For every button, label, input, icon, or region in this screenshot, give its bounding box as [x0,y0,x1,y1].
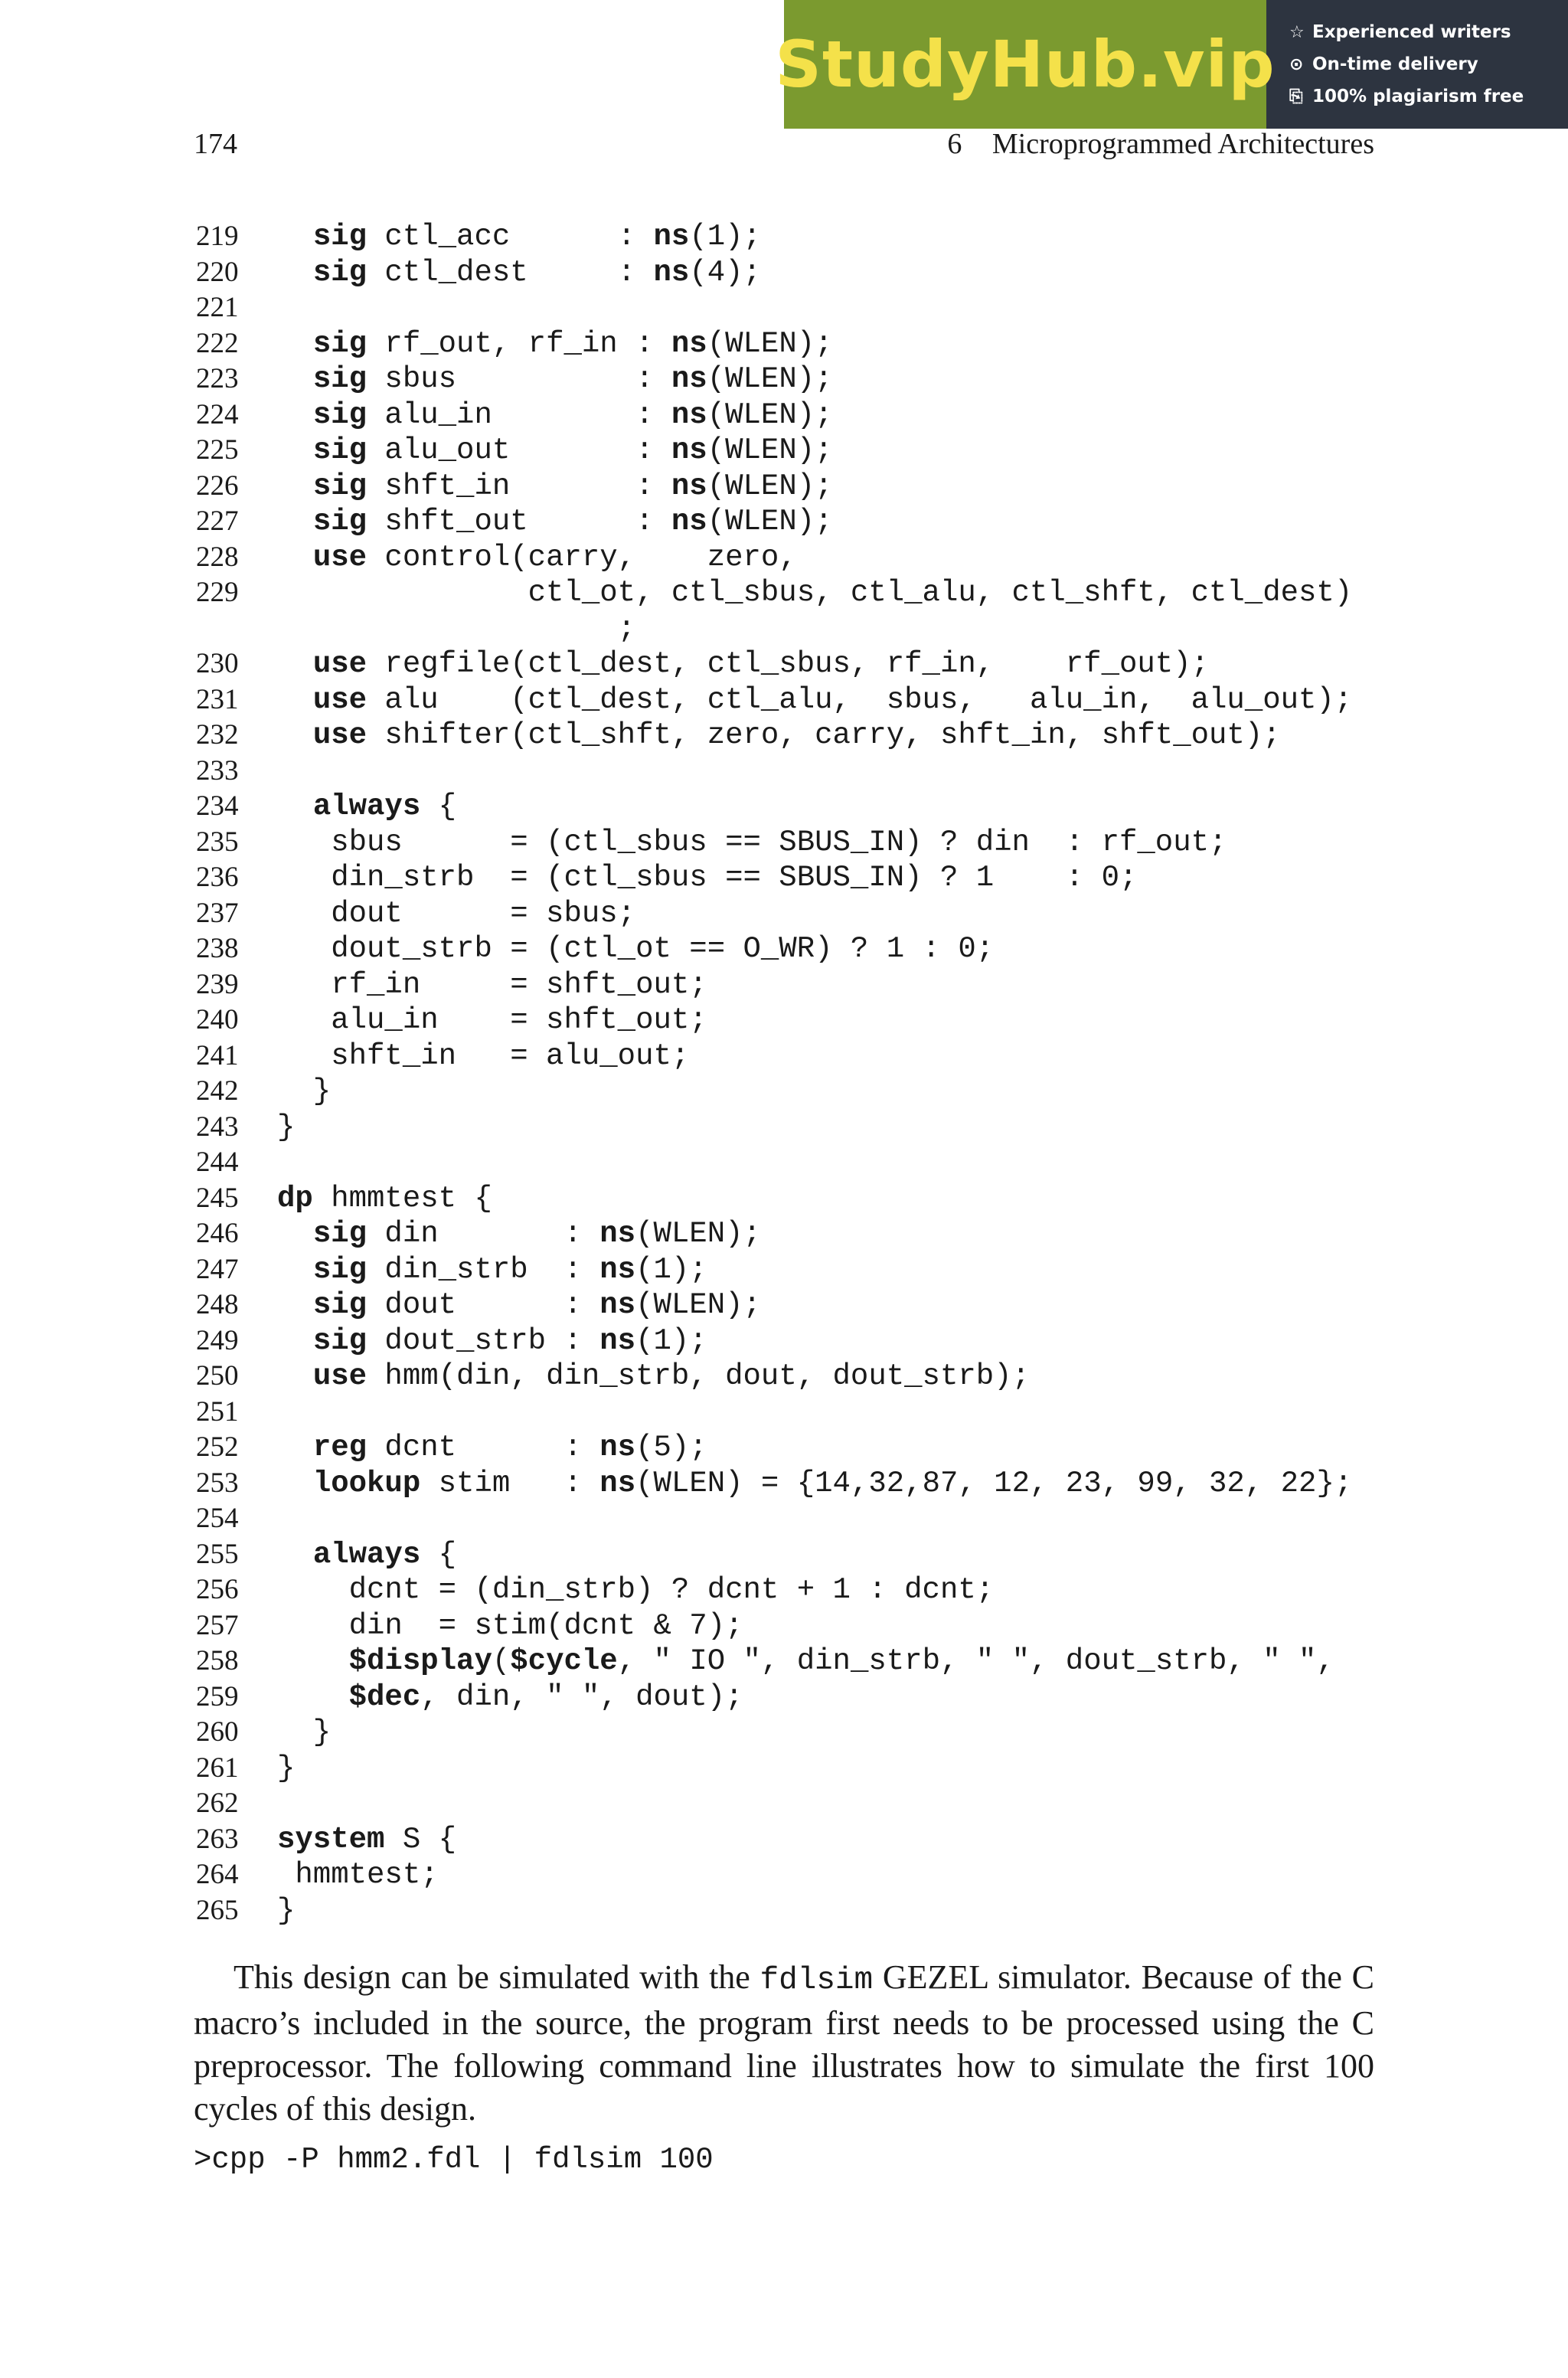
line-number: 248 [196,1289,239,1320]
code-text: sig dout : ns(WLEN); [312,1288,761,1322]
line-number: 232 [196,719,239,751]
code-text: alu_in = shft_out; [277,1003,707,1037]
code-line [0,1857,1568,1893]
code-line [0,540,1568,576]
line-number: 239 [196,968,239,1000]
code-line [0,825,1568,861]
code-text: hmmtest; [277,1858,439,1892]
code-line [0,1466,1568,1502]
code-text: sig ctl_acc : ns(1); [312,220,761,254]
code-text: use hmm(din, din_strb, dout, dout_strb); [312,1359,1030,1393]
code-line [0,575,1568,611]
code-text: sbus = (ctl_sbus == SBUS_IN) ? din : rf_out; [277,825,1227,859]
code-text: din = stim(dcnt & 7); [277,1608,743,1643]
code-line [0,1680,1568,1716]
code-text: system S { [277,1822,457,1856]
page-number: 174 [194,128,237,160]
code-text: sig din_strb : ns(1); [312,1252,707,1287]
code-line [0,1216,1568,1252]
line-number: 223 [196,363,239,394]
code-text: sig rf_out, rf_in : ns(WLEN); [312,326,833,361]
code-line [0,1430,1568,1466]
line-number: 236 [196,862,239,893]
line-number: 222 [196,327,239,359]
code-text: rf_in = shft_out; [277,967,707,1002]
code-text: always { [312,1537,457,1572]
code-line [0,219,1568,255]
line-number: 265 [196,1894,239,1926]
code-text: use regfile(ctl_dest, ctl_sbus, rf_in, rf_out); [312,647,1210,681]
code-text: lookup stim : ns(WLEN) = {14,32,87, 12, 23, 99, 32, 22}; [312,1466,1353,1500]
line-number: 264 [196,1859,239,1890]
code-text: use shifter(ctl_shft, zero, carry, shft_in, shft_out); [312,718,1281,752]
code-text: $dec, din, " ", dout); [348,1680,743,1714]
code-line [0,504,1568,540]
line-number: 251 [196,1395,239,1428]
code-text: reg dcnt : ns(5); [312,1431,707,1464]
line-number: 235 [196,826,239,858]
logo-text: StudyHub.vip [775,27,1276,102]
code-line [0,326,1568,362]
code-text: dp hmmtest { [277,1181,492,1215]
line-number: 231 [196,683,239,715]
line-number: 241 [196,1039,239,1071]
code-line [0,1395,1568,1431]
line-number: 250 [196,1360,239,1392]
code-text: dout_strb = (ctl_ot == O_WR) ? 1 : 0; [277,932,995,966]
code-text: ctl_ot, ctl_sbus, ctl_alu, ctl_shft, ctl_dest) [277,576,1353,610]
code-line [0,1501,1568,1537]
line-number: 260 [196,1716,239,1748]
code-line [0,896,1568,932]
code-text: } [277,1893,296,1928]
line-number: 257 [196,1609,239,1641]
line-number: 258 [196,1645,239,1676]
code-line [0,789,1568,825]
line-number: 256 [196,1574,239,1605]
line-number: 230 [196,648,239,679]
line-number: 225 [196,434,239,466]
line-number: 254 [196,1503,239,1534]
code-text: sig shft_in : ns(WLEN); [312,469,833,503]
code-line [0,611,1568,647]
code-text: sig din : ns(WLEN); [312,1217,761,1251]
line-number: 219 [196,221,239,252]
line-number: 227 [196,505,239,537]
running-header [947,127,1374,161]
line-number: 240 [196,1004,239,1035]
code-text: dcnt = (din_strb) ? dcnt + 1 : dcnt; [277,1573,995,1607]
command-line: >cpp -P hmm2.fdl | fdlsim 100 [194,2143,714,2177]
feature-on-time-delivery: ⊙ On-time delivery [1289,54,1478,74]
code-line [0,646,1568,682]
line-number: 224 [196,398,239,430]
clock-icon: ⊙ [1289,54,1304,74]
line-number: 253 [196,1467,239,1499]
line-number: 252 [196,1431,239,1463]
line-number: 262 [196,1788,239,1819]
code-line [0,469,1568,505]
code-line [0,860,1568,896]
line-number: 226 [196,469,239,502]
code-line [0,1822,1568,1858]
code-text: } [277,1716,332,1749]
code-line [0,1252,1568,1288]
code-line [0,931,1568,967]
code-line [0,1003,1568,1039]
line-number: 245 [196,1182,239,1214]
code-line [0,1608,1568,1644]
line-number: 228 [196,541,239,573]
code-line [0,1537,1568,1573]
line-number: 229 [196,577,239,608]
code-listing [0,219,1568,1928]
code-line [0,1751,1568,1787]
line-number: 234 [196,790,239,822]
code-text: } [277,1110,296,1144]
code-line [0,682,1568,718]
chapter-number: 6 [947,128,962,160]
line-number: 255 [196,1538,239,1570]
code-line [0,255,1568,291]
code-text: ; [277,611,636,646]
code-line [0,1323,1568,1359]
line-number: 237 [196,897,239,929]
code-text: sig dout_strb : ns(1); [312,1323,707,1358]
code-line [0,1644,1568,1680]
line-number: 238 [196,933,239,964]
code-text: sig ctl_dest : ns(4); [312,255,761,289]
line-number: 220 [196,256,239,288]
line-number: 244 [196,1146,239,1178]
code-text: use control(carry, zero, [312,540,797,574]
line-number: 246 [196,1218,239,1249]
line-number: 243 [196,1110,239,1143]
line-number: 263 [196,1823,239,1855]
line-number: 233 [196,754,239,787]
line-number: 221 [196,292,239,323]
document-check-icon: ⎘ [1289,87,1303,106]
code-text: } [277,1751,296,1785]
line-number: 249 [196,1324,239,1356]
code-line [0,1572,1568,1608]
code-line [0,433,1568,469]
code-line [0,754,1568,790]
tool-name: fdlsim [760,1963,874,1998]
line-number: 261 [196,1752,239,1784]
code-text: } [277,1075,332,1108]
feature-plagiarism-free: ⎘ 100% plagiarism free [1289,87,1524,106]
code-text: sig alu_out : ns(WLEN); [312,433,833,467]
studyhub-logo[interactable] [775,0,1276,129]
line-number: 259 [196,1680,239,1712]
code-line [0,967,1568,1003]
code-line [0,1145,1568,1181]
body-paragraph: This design can be simulated with the fdlsim GEZEL simulator. Because of the C macro’s included in the source, the program first needs to be processed using the C preprocessor. The following command line illustrates how to simulate the first 100 cycles of this design. [194,1958,1374,2128]
code-line [0,1110,1568,1146]
code-line [0,1074,1568,1110]
code-line [0,361,1568,397]
code-text: always { [312,790,457,823]
code-text: din_strb = (ctl_sbus == SBUS_IN) ? 1 : 0; [277,861,1138,895]
feature-experienced-writers: ☆ Experienced writers [1289,22,1511,42]
code-line [0,718,1568,754]
chapter-title: Microprogrammed Architectures [991,128,1374,160]
code-text: dout = sbus; [277,896,636,931]
code-line [0,1359,1568,1395]
code-line [0,1287,1568,1323]
ad-banner[interactable] [775,0,1568,129]
code-line [0,397,1568,433]
code-text: sig sbus : ns(WLEN); [312,362,833,396]
code-line [0,1786,1568,1822]
code-line [0,1715,1568,1751]
code-line [0,1893,1568,1929]
code-line [0,1039,1568,1075]
star-icon: ☆ [1289,22,1305,42]
code-text: use alu (ctl_dest, ctl_alu, sbus, alu_in, alu_out); [312,682,1353,717]
code-text: sig alu_in : ns(WLEN); [312,397,833,432]
code-text: shft_in = alu_out; [277,1039,690,1073]
line-number: 247 [196,1253,239,1285]
code-line [0,1181,1568,1217]
line-number: 242 [196,1075,239,1107]
code-text: $display($cycle, " IO ", din_strb, " ", dout_strb, " ", [348,1644,1334,1678]
code-line [0,290,1568,326]
code-text: sig shft_out : ns(WLEN); [312,505,833,538]
